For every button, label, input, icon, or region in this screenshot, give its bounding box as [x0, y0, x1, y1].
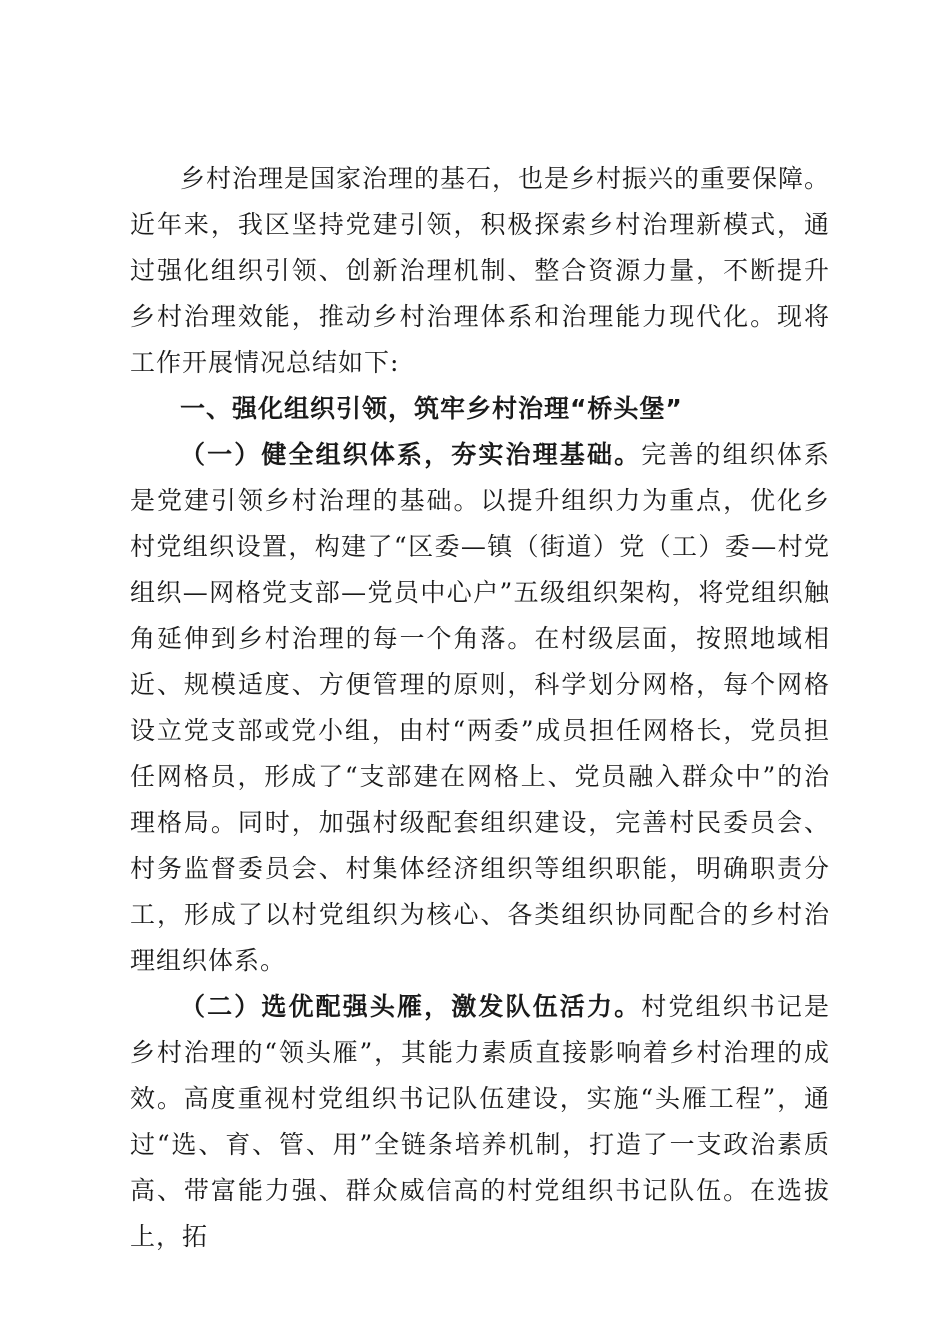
- subsection-1-paragraph: [130, 432, 830, 984]
- subsection-1-body: 完善的组织体系是党建引领乡村治理的基础。以提升组织力为重点，优化乡村党组织设置，构建了“区委—镇（街道）党（工）委—村党组织—网格党支部—党员中心户”五级组织架构，将党组织触角延伸到乡村治理的每一个角落。在村级层面，按照地域相近、规模适度、方便管理的原则，科学划分网格，每个网格设立党支部或党小组，由村“两委”成员担任网格长，党员担任网格员，形成了“支部建在网格上、党员融入群众中”的治理格局。同时，加强村级配套组织建设，完善村民委员会、村务监督委员会、村集体经济组织等组织职能，明确职责分工，形成了以村党组织为核心、各类组织协同配合的乡村治理组织体系。: [130, 440, 830, 975]
- subsection-2-paragraph: [130, 984, 830, 1260]
- section-1-heading: 一、强化组织引领，筑牢乡村治理“桥头堡”: [180, 394, 683, 423]
- subsection-2-lead: （二）选优配强头雁，激发队伍活力。: [180, 992, 642, 1021]
- subsection-1-lead: （一）健全组织体系，夯实治理基础。: [180, 440, 642, 469]
- document-page: [130, 156, 830, 1260]
- intro-paragraph: 乡村治理是国家治理的基石，也是乡村振兴的重要保障。近年来，我区坚持党建引领，积极探索乡村治理新模式，通过强化组织引领、创新治理机制、整合资源力量，不断提升乡村治理效能，推动乡村治理体系和治理能力现代化。现将工作开展情况总结如下:: [130, 164, 831, 377]
- subsection-2-body: 村党组织书记是乡村治理的“领头雁”，其能力素质直接影响着乡村治理的成效。高度重视村党组织书记队伍建设，实施“头雁工程”，通过“选、育、管、用”全链条培养机制，打造了一支政治素质高、带富能力强、群众威信高的村党组织书记队伍。在选拔上，拓: [130, 992, 830, 1251]
